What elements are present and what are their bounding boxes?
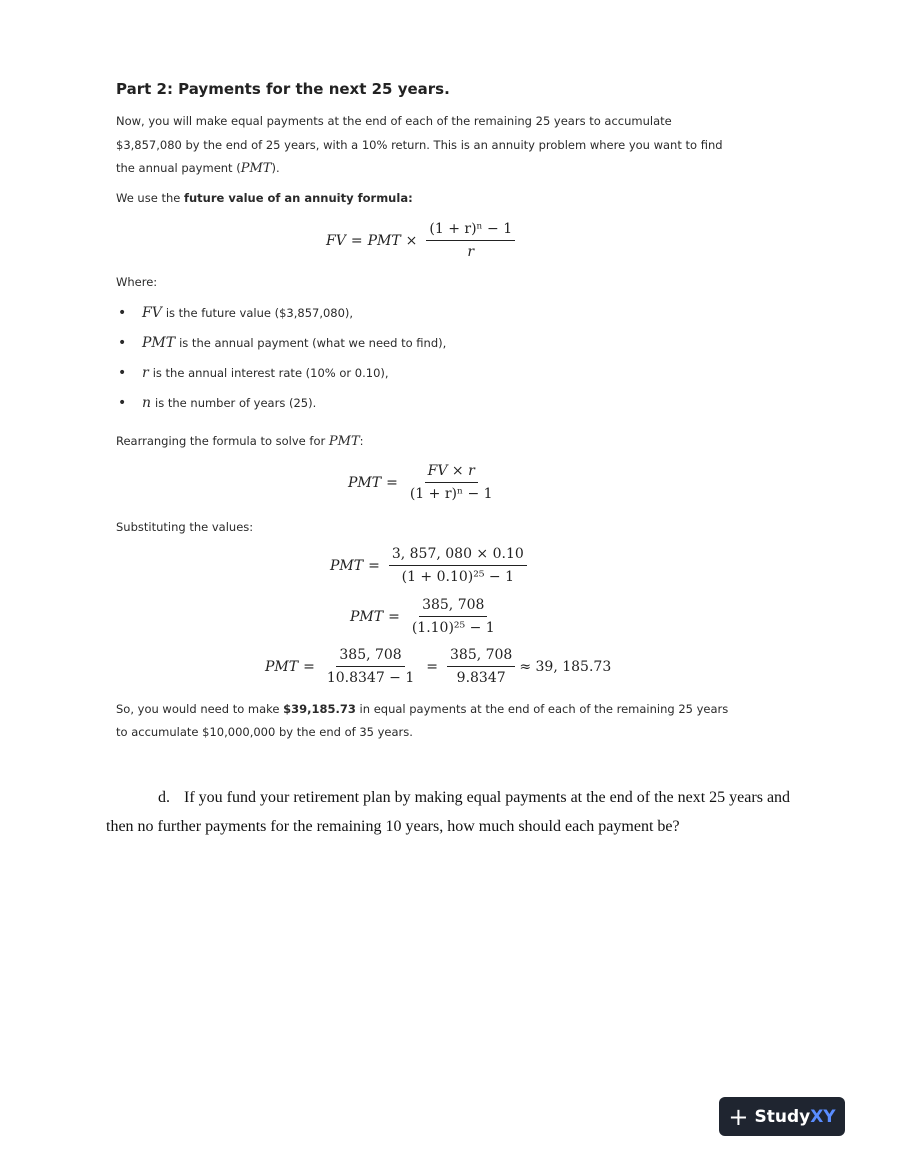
variable-description: is the number of years (25). [155,396,317,410]
fv-term: FV [326,232,346,249]
list-item [116,328,446,358]
step-1-fraction [389,545,527,586]
where-label: Where: [116,275,158,289]
variable-symbol: r [142,365,149,381]
substitution-step-2 [350,596,502,637]
question-text: If you fund your retirement plan by making equal payments at the end of the next 25 years and then no further payments for the remaining 10 years, how much should each payment be? [106,789,791,835]
variable-description: is the annual payment (what we need to find), [179,336,447,350]
equals-sign: = [426,658,438,675]
intro-line-3-pre: the annual payment ( [116,161,241,175]
equals-sign: = [386,474,398,491]
substitution-step-3 [265,646,611,687]
intro-line-2: $3,857,080 by the end of 25 years, with a 10% return. This is an annuity problem where you want to find [116,138,723,152]
bullet-icon: • [118,395,127,411]
bullet-icon: • [118,335,127,351]
logo-study-text: Study [754,1106,811,1127]
logo-xy-text: XY [810,1106,836,1127]
bullet-icon: • [118,305,127,321]
fraction-denominator: (1 + r)ⁿ − 1 [409,486,493,502]
equals-sign: = [303,658,315,675]
pmt-symbol: PMT [328,434,360,449]
fv-annuity-formula [326,220,519,261]
list-item [116,388,446,418]
list-item [116,358,446,388]
fraction-numerator: 385, 708 [336,646,404,667]
pmt-fraction [407,462,496,503]
rearrange-post: : [359,434,364,448]
list-item [116,298,446,328]
fraction-denominator: 10.8347 − 1 [326,670,415,686]
fraction-denominator: 9.8347 [456,670,506,686]
approximate-result: ≈ 39, 185.73 [519,658,612,675]
step-3-fraction-b [447,646,515,687]
pmt-term: PMT [265,658,299,675]
intro-line-3 [116,157,280,180]
times-sign: × [405,232,418,249]
pmt-term: PMT [348,474,382,491]
bullet-icon: • [118,365,127,381]
fraction-numerator: 385, 708 [447,646,515,667]
intro-line-3-post: ). [271,161,280,175]
intro-line-1: Now, you will make equal payments at the end of each of the remaining 25 years to accumulate [116,114,672,128]
fraction-numerator: 3, 857, 080 × 0.10 [389,545,527,566]
variable-symbol: PMT [142,335,176,351]
pmt-term: PMT [367,232,401,249]
variable-symbol: n [142,395,152,411]
formula-intro-bold: future value of an annuity formula: [183,191,413,205]
formula-intro-pre: We use the [116,191,184,205]
variable-symbol: FV [142,305,162,321]
equals-sign: = [350,232,363,249]
rearrange-pre: Rearranging the formula to solve for [116,434,329,448]
substitution-step-1 [330,545,531,586]
question-label: d. [158,789,170,806]
fraction-denominator: r [467,244,475,260]
pmt-term: PMT [330,557,364,574]
conclusion-line-1 [116,698,728,720]
fraction-denominator: (1.10)²⁵ − 1 [411,620,495,636]
fraction-numerator: (1 + r)ⁿ − 1 [426,220,515,241]
variable-description: is the annual interest rate (10% or 0.10), [152,366,389,380]
equals-sign: = [388,608,400,625]
studyxy-logo [719,1097,845,1136]
rearrange-line [116,430,364,453]
fv-fraction [426,220,515,261]
step-2-fraction [409,596,498,637]
fraction-numerator: 385, 708 [419,596,487,617]
plus-icon: + [728,1102,749,1131]
question-d [106,783,796,841]
conclusion-line-2: to accumulate $10,000,000 by the end of 35 years. [116,725,413,739]
pmt-formula [348,462,500,503]
variable-description: is the future value ($3,857,080), [165,306,354,320]
step-3-fraction-a [324,646,417,687]
conclusion-pre: So, you would need to make [116,702,284,716]
payment-amount: $39,185.73 [283,702,356,716]
pmt-term: PMT [350,608,384,625]
pmt-symbol: PMT [240,161,272,176]
equals-sign: = [368,557,380,574]
formula-intro [116,187,413,209]
substituting-label: Substituting the values: [116,520,254,534]
variable-list [116,298,446,418]
fraction-numerator: FV × r [425,462,478,483]
fraction-denominator: (1 + 0.10)²⁵ − 1 [401,569,515,585]
section-heading: Part 2: Payments for the next 25 years. [116,80,450,98]
conclusion-post: in equal payments at the end of each of the remaining 25 years [355,702,729,716]
